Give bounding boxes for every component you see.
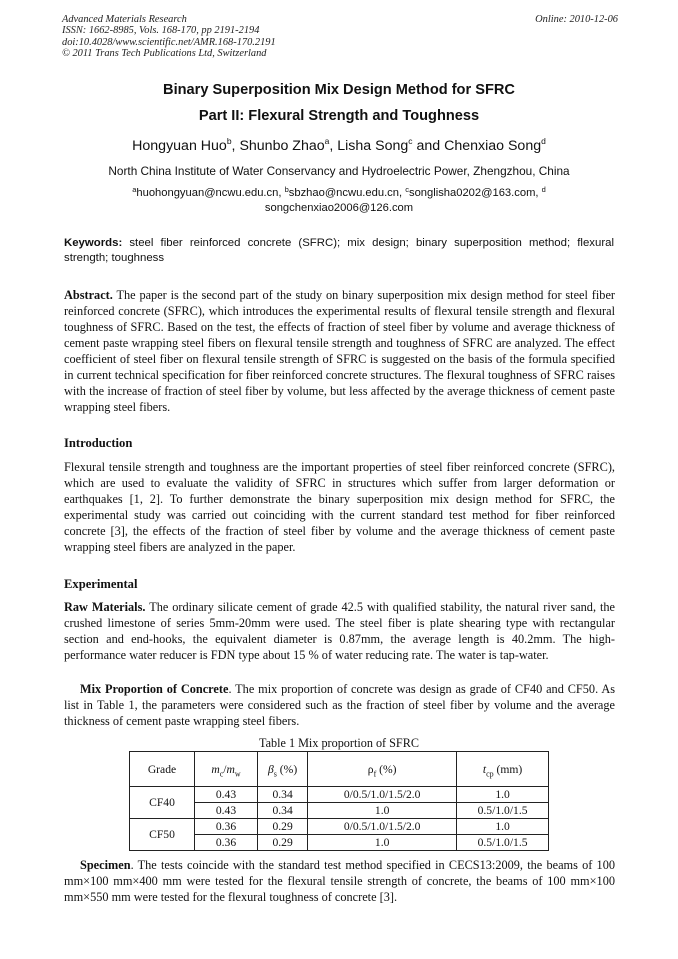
mix-proportion-paragraph — [64, 681, 615, 729]
author-sep: , — [329, 138, 338, 154]
abstract-label: Abstract. — [64, 288, 113, 302]
rho-cell: 1.0 — [308, 835, 457, 851]
header-beta-s: $\beta_s$ (%) — [258, 752, 308, 787]
specimen-paragraph — [64, 857, 615, 905]
author-list — [0, 138, 678, 154]
publication-meta — [62, 14, 618, 60]
header-grade: Grade — [130, 752, 195, 787]
email-address[interactable]: songchenxiao2006@126.com — [264, 202, 414, 214]
author-sup: d — [541, 136, 546, 146]
author-name: Chenxiao Song — [444, 138, 542, 154]
rho-cell: 1.0 — [308, 803, 457, 819]
tcp-cell: 1.0 — [457, 819, 549, 835]
tcp-cell: 1.0 — [457, 787, 549, 803]
experimental-heading: Experimental — [64, 577, 138, 591]
paper-subtitle: Part II: Flexural Strength and Toughness — [198, 108, 480, 124]
author-sup: c — [408, 136, 413, 146]
doi-line: doi:10.4028/www.scientific.net/AMR.168-170.2191 — [62, 36, 276, 48]
tcp-cell: 0.5/1.0/1.5 — [457, 835, 549, 851]
beta-cell: 0.34 — [258, 803, 308, 819]
rho-cell: 0/0.5/1.0/1.5/2.0 — [308, 787, 457, 803]
email-sup: c — [405, 185, 409, 194]
grade-cell: CF50 — [130, 819, 195, 851]
mcmw-cell: 0.36 — [194, 835, 257, 851]
mcmw-cell: 0.43 — [194, 803, 257, 819]
online-date: Online: 2010-12-06 — [535, 14, 618, 25]
abstract — [64, 287, 615, 415]
author-sep: , — [231, 138, 240, 154]
introduction-heading: Introduction — [64, 436, 133, 450]
keywords-label: Keywords: — [64, 237, 123, 249]
email-sup: b — [284, 185, 289, 194]
mix-proportion-label: Mix Proportion of Concrete — [80, 682, 229, 696]
author-name: Hongyuan Huo — [132, 138, 227, 154]
table-header-row — [130, 752, 549, 787]
author-sup: a — [324, 136, 330, 146]
raw-materials-paragraph — [64, 599, 615, 663]
grade-cell: CF40 — [130, 787, 195, 819]
paper-title: Binary Superposition Mix Design Method for SFRC — [163, 82, 515, 98]
abstract-text: The paper is the second part of the study on binary superposition mix design method for steel fiber reinforced concrete (SFRC), which introduces the experimental results of flexural tensile strength and flexural toughness of SFRC. Based on the test, the effects of fraction of steel fiber by volume and average thickness of cement paste wrapping steel fibers on flexural tensile strength and toughness of SFRC are analyzed. The effect coefficient of steel fiber on flexural tensile strength of SFRC is suggested on the basis of the formula specified in current technical specification for fiber reinforced concrete structures. The flexural toughness of SFRC raises with the increase of fraction of steel fiber by volume, but less affected by the average thickness of cement paste wrapping steel fibers. — [64, 288, 615, 414]
author-sep: and — [412, 138, 445, 154]
mix-proportion-text: . The mix proportion of concrete was design as grade of CF40 and CF50. As list in Table 1, the parameters were considered such as the fraction of steel fiber by volume and the average thickness of cement paste wrapping steel fibers. — [64, 682, 615, 728]
beta-cell: 0.29 — [258, 819, 308, 835]
tcp-cell: 0.5/1.0/1.5 — [457, 803, 549, 819]
email-list — [80, 186, 598, 216]
mcmw-cell: 0.36 — [194, 819, 257, 835]
raw-materials-label: Raw Materials. — [64, 600, 146, 614]
email-sup: a — [132, 185, 137, 194]
issn-line: ISSN: 1662-8985, Vols. 168-170, pp 2191-2194 — [62, 25, 260, 37]
header-t-cp: $t_{cp}$ (mm) — [457, 752, 549, 787]
table-row — [130, 819, 549, 835]
mcmw-cell: 0.43 — [194, 787, 257, 803]
author-name: Lisha Song — [337, 138, 409, 154]
keywords — [64, 236, 614, 265]
email-address[interactable]: songlisha0202@163.com, — [408, 187, 542, 199]
copyright-line: © 2011 Trans Tech Publications Ltd, Switzerland — [62, 48, 267, 60]
keywords-text: steel fiber reinforced concrete (SFRC); mix design; binary superposition method; flexural strength; toughness — [64, 237, 614, 264]
introduction-paragraph: Flexural tensile strength and toughness are the important properties of steel fiber reinforced concrete (SFRC), which are used to evaluate the validity of SFRC in structures which suffer from larger deformation or earthquakes [1, 2]. To further demonstrate the binary superposition mix design method for SFRC, the experimental study was carried out coinciding with the current standard test method for fiber reinforced concrete [3], the effects of the fraction of steel fiber by volume and the average thickness of cement paste wrapping steel fibers are analyzed in the paper. — [64, 460, 615, 554]
email-sup: d — [541, 185, 546, 194]
rho-cell: 0/0.5/1.0/1.5/2.0 — [308, 819, 457, 835]
header-mc-mw: $m_c/m_w$ — [194, 752, 257, 787]
email-address[interactable]: sbzhao@ncwu.edu.cn, — [288, 187, 406, 199]
raw-materials-text: The ordinary silicate cement of grade 42.5 with qualified stability, the natural river sand, the crushed limestone of series 5mm-20mm were used. The steel fiber is plate shearing type with rectangular section and end-hooks, the equivalent diameter is 0.87mm, the average length is 40.2mm. The high-performance water reducer is FDN type about 15 % of water reducing rate. The water is tap-water. — [64, 600, 615, 662]
email-address[interactable]: huohongyuan@ncwu.edu.cn, — [136, 187, 285, 199]
beta-cell: 0.29 — [258, 835, 308, 851]
specimen-text: . The tests coincide with the standard test method specified in CECS13:2009, the beams of 100 mm×100 mm×400 mm were tested for the flexural tensile strength of concrete, the beams of 100 mm×100 mm×550 mm were tested for the flexural toughness of concrete [3]. — [64, 858, 615, 904]
specimen-label: Specimen — [80, 858, 131, 872]
author-name: Shunbo Zhao — [239, 138, 325, 154]
journal-name: Advanced Materials Research — [62, 14, 187, 25]
affiliation: North China Institute of Water Conservancy and Hydroelectric Power, Zhengzhou, China — [108, 164, 570, 178]
author-sup: b — [226, 136, 232, 146]
mix-proportion-table — [129, 751, 549, 851]
table-caption: Table 1 Mix proportion of SFRC — [259, 736, 419, 750]
header-rho-f: $\rho_f$ (%) — [308, 752, 457, 787]
beta-cell: 0.34 — [258, 787, 308, 803]
table-row — [130, 787, 549, 803]
